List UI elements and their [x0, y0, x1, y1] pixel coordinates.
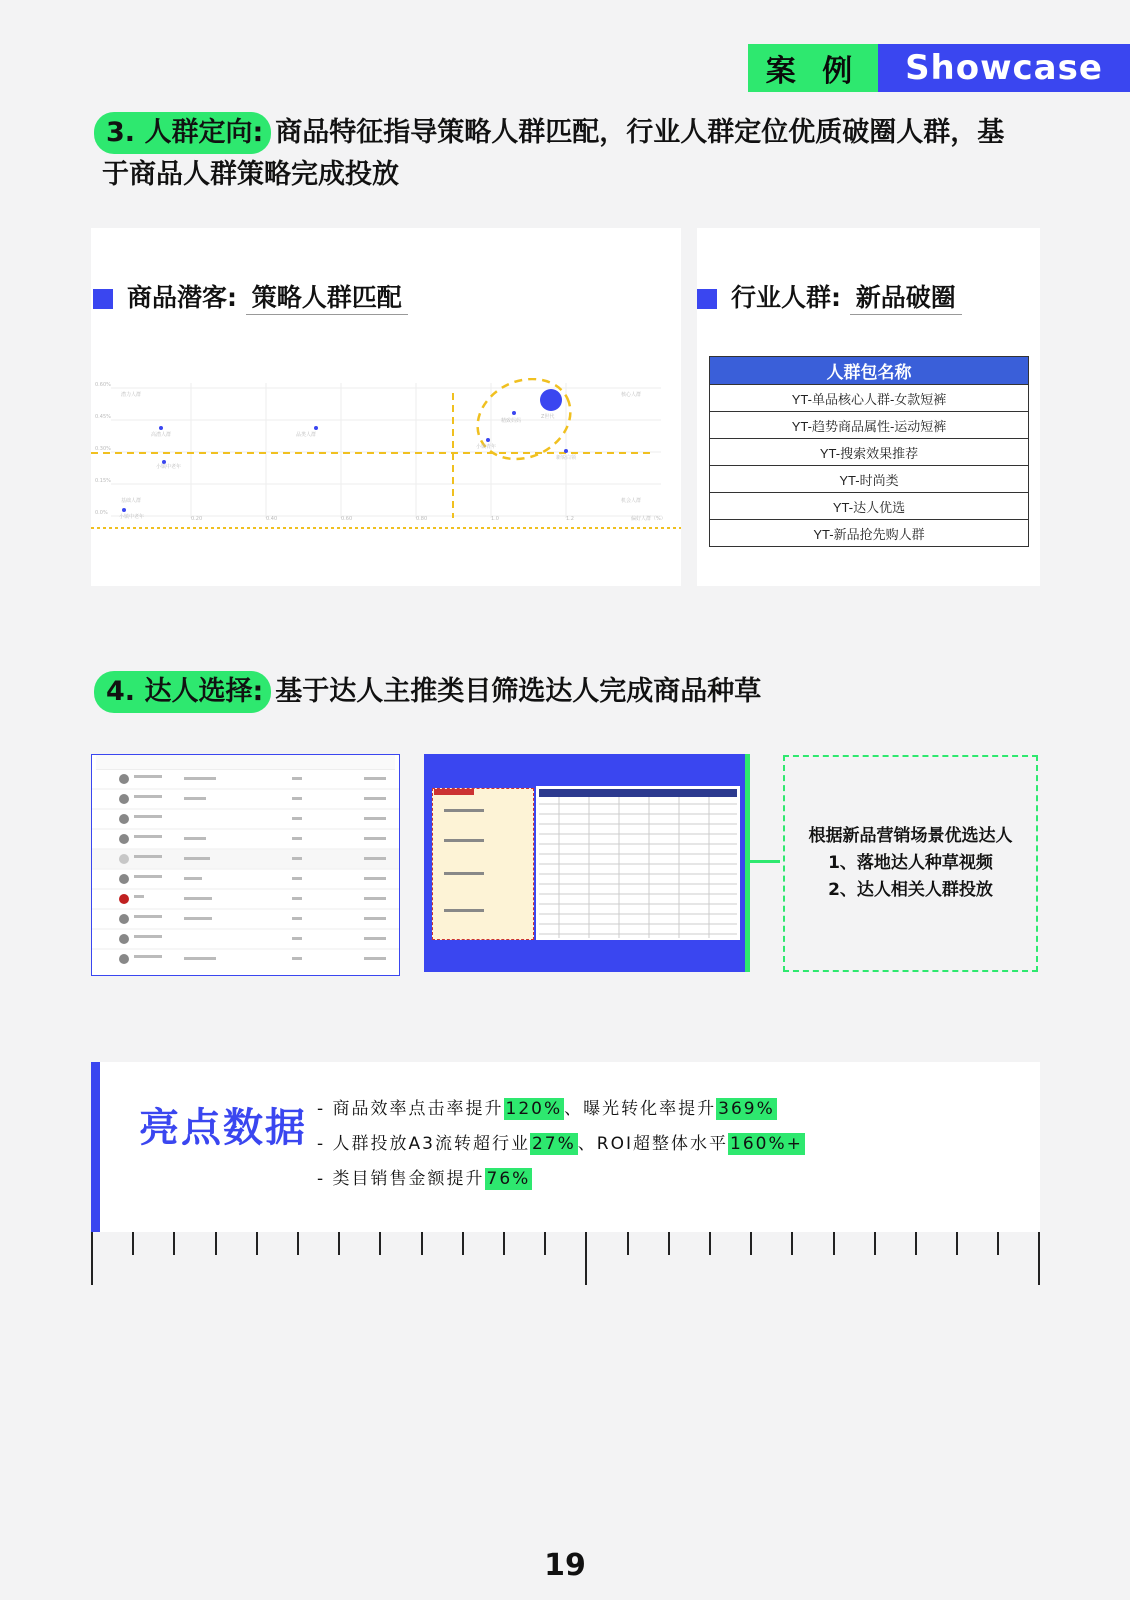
table-row: YT-趋势商品属性-运动短裤 — [710, 412, 1029, 439]
svg-text:0.0%: 0.0% — [95, 510, 108, 516]
svg-text:0.60: 0.60 — [341, 516, 353, 522]
connector-line — [750, 860, 780, 863]
stat-line-1: - 商品效率点击率提升 120% 、曝光转化率提升 369% — [317, 1099, 775, 1119]
svg-text:小镇青年: 小镇青年 — [476, 444, 497, 450]
svg-text:1.2: 1.2 — [566, 516, 574, 522]
svg-text:0.80: 0.80 — [416, 516, 428, 522]
kol-strategy-line2: 1、落地达人种草视频 — [828, 853, 993, 873]
table-row: YT-新品抢先购人群 — [710, 520, 1029, 547]
page-number: 19 — [544, 1548, 586, 1583]
svg-text:精致妈妈: 精致妈妈 — [501, 418, 522, 424]
strategy-crowd-panel — [91, 228, 681, 586]
highlights-stats — [317, 1092, 805, 1197]
stat-line-3: - 类目销售金额提升 76% — [317, 1169, 531, 1189]
kol-list-thumbnail — [91, 754, 400, 976]
svg-text:品类人群: 品类人群 — [296, 432, 317, 438]
crowd-scatter-chart — [91, 378, 681, 578]
ruler-decoration — [91, 1232, 1040, 1287]
table-row: YT-搜索效果推荐 — [710, 439, 1029, 466]
svg-text:0.20: 0.20 — [191, 516, 203, 522]
case-badge: 案 例 — [748, 44, 878, 92]
square-bullet-icon — [697, 289, 717, 309]
section4-text: 基于达人主推类目筛选达人完成商品种草 — [275, 676, 762, 707]
section4-pill: 4. 达人选择: — [94, 671, 271, 713]
showcase-badge: Showcase — [878, 44, 1130, 92]
accent-bar — [91, 1062, 100, 1232]
table-row: YT-单品核心人群-女款短裤 — [710, 385, 1029, 412]
svg-text:1.0: 1.0 — [491, 516, 499, 522]
table-row: YT-达人优选 — [710, 493, 1029, 520]
svg-text:0.30%: 0.30% — [95, 446, 111, 452]
section3-pill: 3. 人群定向: — [94, 112, 271, 154]
svg-text:Z世代: Z世代 — [541, 414, 555, 420]
svg-text:偏好人群（%）: 偏好人群（%） — [631, 516, 666, 522]
svg-text:机会人群: 机会人群 — [621, 498, 642, 504]
svg-text:基础人群: 基础人群 — [121, 498, 142, 504]
strategy-sheet-thumbnail — [424, 754, 750, 972]
highlights-title: 亮点数据 — [139, 1105, 307, 1151]
svg-text:核心人群: 核心人群 — [621, 392, 642, 398]
svg-text:小镇中老年: 小镇中老年 — [156, 464, 182, 470]
section3-heading — [94, 112, 1054, 196]
svg-text:小镇中老年: 小镇中老年 — [119, 514, 145, 520]
kol-strategy-line3: 2、达人相关人群投放 — [828, 880, 993, 900]
highlights-panel — [91, 1062, 1040, 1232]
svg-text:0.15%: 0.15% — [95, 478, 111, 484]
svg-text:新锐白领: 新锐白领 — [556, 455, 577, 461]
section4-heading — [94, 671, 761, 713]
svg-text:0.60%: 0.60% — [95, 382, 111, 388]
stat-line-2: - 人群投放A3流转超行业 27% 、ROI超整体水平 160%+ — [317, 1134, 803, 1154]
table-row: YT-时尚类 — [710, 466, 1029, 493]
svg-text:0.45%: 0.45% — [95, 414, 111, 420]
svg-text:0.40: 0.40 — [266, 516, 278, 522]
crowd-package-table — [709, 356, 1029, 547]
crowd-package-header: 人群包名称 — [710, 357, 1029, 385]
strategy-crowd-title: 商品潜客: 策略人群匹配 — [93, 278, 408, 314]
square-bullet-icon — [93, 289, 113, 309]
section3-text-line1: 商品特征指导策略人群匹配，行业人群定位优质破圈人群，基 — [275, 117, 1005, 148]
section3-text-line2: 于商品人群策略完成投放 — [102, 159, 399, 190]
svg-text:高潜人群: 高潜人群 — [151, 432, 172, 438]
industry-crowd-title: 行业人群: 新品破圈 — [697, 278, 962, 314]
kol-strategy-line1: 根据新品营销场景优选达人 — [808, 826, 1013, 846]
kol-strategy-box — [783, 755, 1038, 972]
svg-text:潜力人群: 潜力人群 — [121, 392, 142, 398]
